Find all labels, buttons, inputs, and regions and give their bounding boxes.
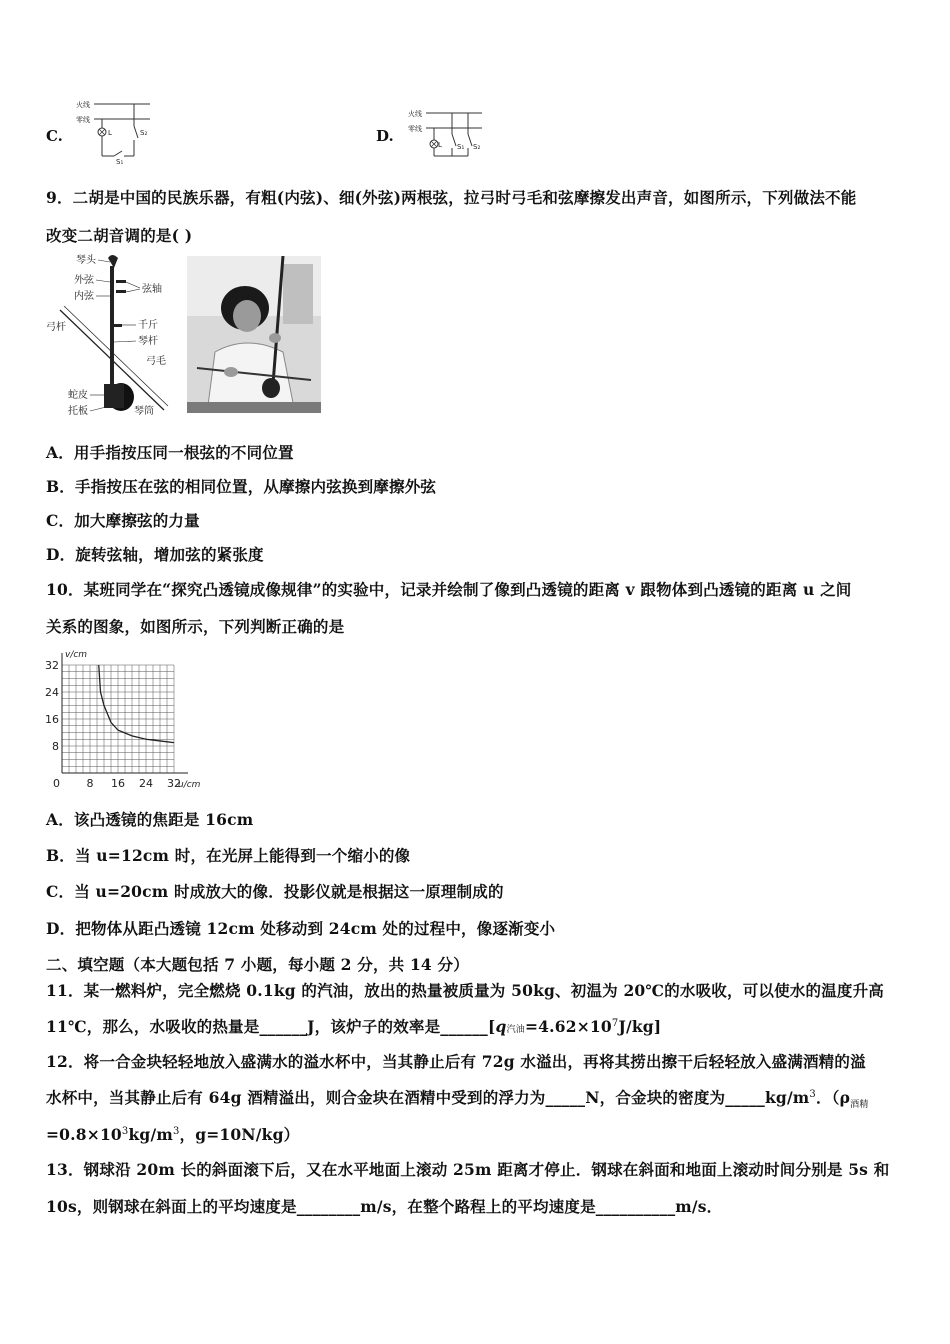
q10-option-a: A．该凸透镜的焦距是 16cm (46, 810, 254, 829)
svg-text:S₂: S₂ (473, 143, 481, 151)
q13-stem-line2: 10s，则钢球在斜面上的平均速度是________m/s，在整个路程上的平均速度是__________m/s． (46, 1197, 723, 1216)
switch-s2-icon (134, 126, 138, 138)
x-tick-label: 16 (111, 777, 125, 790)
q10-option-d: D．把物体从距凸透镜 12cm 处移动到 24cm 处的过程中，像逐渐变小 (46, 919, 556, 938)
svg-text:L: L (108, 129, 112, 137)
q12-stem-line1: 12．将一合金块轻轻地放入盛满水的溢水杯中，当其静止后有 72g 水溢出，再将其捞出擦干后轻轻放入盛满酒精的溢 (46, 1052, 866, 1071)
svg-text:外弦: 外弦 (74, 275, 94, 286)
svg-text:S₁: S₁ (116, 158, 124, 166)
q9-option-b: B．手指按压在弦的相同位置，从摩擦内弦换到摩擦外弦 (46, 477, 437, 496)
y-tick-label: 16 (45, 713, 59, 726)
svg-text:千斤: 千斤 (138, 320, 158, 331)
neutral-wire-label: 零线 (76, 116, 90, 124)
q10-stem-line1: 10．某班同学在“探究凸透镜成像规律”的实验中，记录并绘制了像到凸透镜的距离 v 跟物体到凸透镜的距离 u 之间 (46, 580, 852, 599)
lens-chart (40, 645, 220, 790)
q10-option-b: B．当 u=12cm 时，在光屏上能得到一个缩小的像 (46, 846, 411, 865)
q12-stem-line3: $=0.8\times 10^3kg/m^3$，g=10N/kg） (46, 1125, 300, 1144)
erhu-diagram (46, 252, 176, 420)
q9-option-d: D．旋转弦轴，增加弦的紧张度 (46, 545, 264, 564)
q9-option-a: A．用手指按压同一根弦的不同位置 (46, 443, 294, 462)
q10-stem-line2: 关系的图象，如图所示，下列判断正确的是 (46, 617, 345, 636)
erhu-player-photo (187, 256, 321, 413)
fire-wire-label: 火线 (76, 101, 90, 109)
q11-stem-line1: 11．某一燃料炉，完全燃烧 0.1kg 的汽油，放出的热量被质量为 50kg、初温为 20℃的水吸收，可以使水的温度升高 (46, 981, 884, 1000)
x-tick-label: 8 (86, 777, 94, 790)
q9-stem-line1: 9．二胡是中国的民族乐器，有粗(内弦)、细(外弦)两根弦，拉弓时弓毛和弦摩擦发出声音，如图所示，下列做法不能 (46, 188, 857, 207)
neutral-wire-label: 零线 (408, 125, 422, 133)
chart-origin-label: 0 (53, 777, 60, 790)
switch-s1-icon (452, 134, 456, 146)
series-line-v-u (97, 645, 174, 743)
svg-text:托板: 托板 (68, 406, 88, 417)
svg-text:琴头: 琴头 (76, 255, 96, 266)
svg-text:弦轴: 弦轴 (142, 284, 162, 295)
fire-wire-label: 火线 (408, 110, 422, 118)
y-tick-label: 8 (52, 740, 59, 753)
svg-text:蛇皮: 蛇皮 (68, 390, 88, 401)
erhu-head-icon (108, 255, 118, 268)
x-tick-label: 24 (139, 777, 153, 790)
y-tick-label: 32 (45, 659, 59, 672)
chart-y-axis-label: v/cm (65, 650, 88, 660)
svg-text:弓杆: 弓杆 (46, 322, 66, 333)
svg-text:S₂: S₂ (140, 129, 148, 137)
switch-s2-icon (468, 134, 472, 146)
q9-option-c: C．加大摩擦弦的力量 (46, 511, 200, 530)
q13-stem-line1: 13．钢球沿 20m 长的斜面滚下后，又在水平地面上滚动 25m 距离才停止．钢球在斜面和地面上滚动时间分别是 5s 和 (46, 1160, 890, 1179)
chart-x-axis-label: u/cm (178, 780, 201, 790)
svg-text:L: L (438, 141, 442, 149)
circuit-c-diagram (72, 96, 172, 166)
switch-s1-icon (114, 151, 122, 156)
svg-text:S₁: S₁ (457, 143, 465, 151)
x-tick-label: 32 (167, 777, 181, 790)
q10-option-c: C．当 u=20cm 时成放大的像．投影仪就是根据这一原理制成的 (46, 882, 504, 901)
svg-text:弓毛: 弓毛 (146, 356, 166, 367)
y-tick-label: 24 (45, 686, 59, 699)
section-2-heading: 二、填空题（本大题包括 7 小题，每小题 2 分，共 14 分） (46, 955, 469, 974)
q11-stem-line2: 11℃，那么，水吸收的热量是______J，该炉子的效率是______[q汽油$=4.62\times 10^7J/kg$] (46, 1017, 662, 1036)
q9-stem-line2: 改变二胡音调的是( ) (46, 226, 193, 245)
option-d-label: D. (376, 127, 394, 145)
circuit-d-diagram (404, 106, 494, 166)
svg-text:内弦: 内弦 (74, 291, 94, 302)
q12-stem-line2: 水杯中，当其静止后有 64g 酒精溢出，则合金块在酒精中受到的浮力为_____N，合金块的密度为$\_\_\_\_\_kg/m^3$．（$\rho_{酒精}$ (46, 1088, 869, 1111)
svg-text:琴筒: 琴筒 (134, 406, 154, 417)
option-c-label: C. (46, 127, 63, 145)
svg-text:琴杆: 琴杆 (138, 336, 158, 347)
